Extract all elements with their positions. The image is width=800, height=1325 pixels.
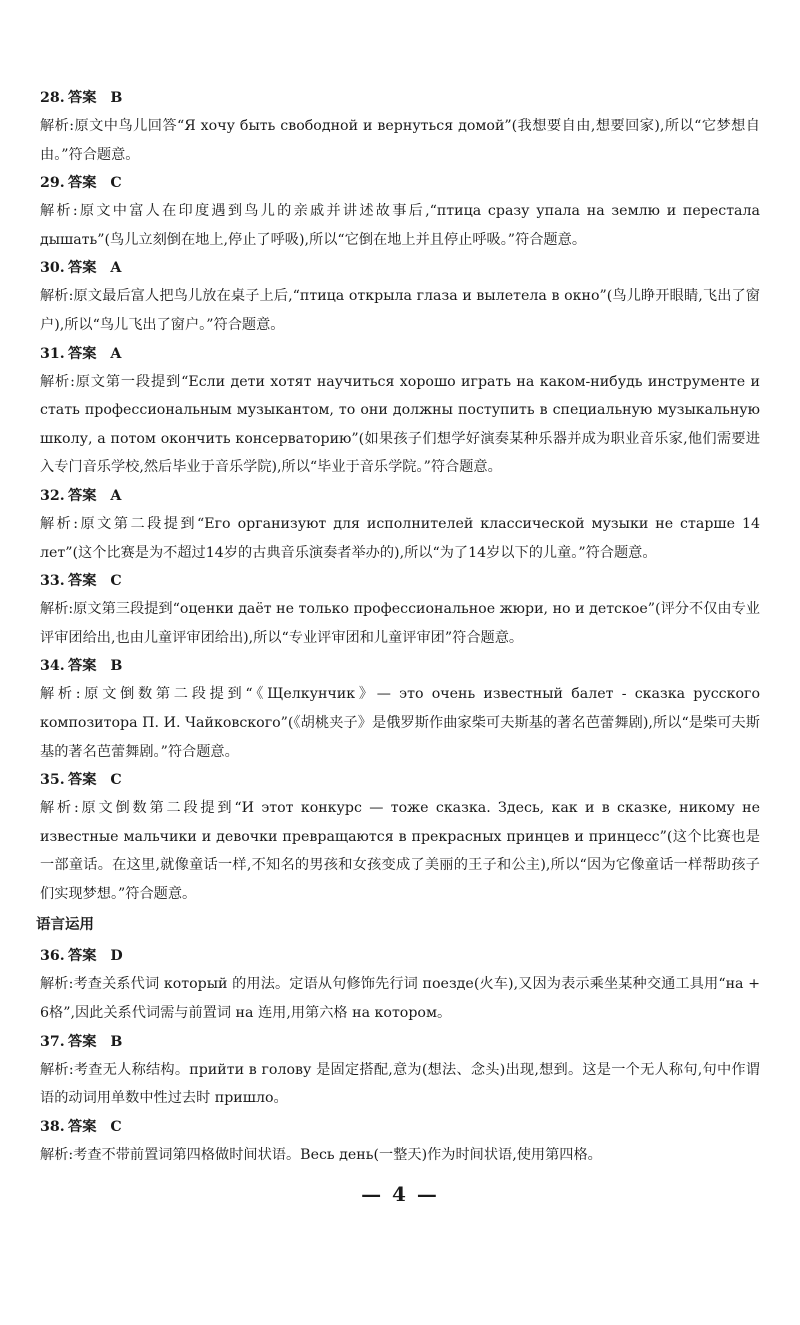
question-number: 35.	[40, 772, 65, 789]
question-number: 33.	[40, 573, 65, 590]
explanation-text: 解析:原文中鸟儿回答“Я хочу быть свободной и вернуться домой”(我想要自由,想要回家),所以“它梦想自由。”符合题意。	[40, 118, 760, 163]
explanation-text: 解析:原文倒数第二段提到“《Щелкунчик》— это очень известный балет - сказка русского композитора П. И. Чайковского”(《胡桃夹子》是俄罗斯作曲家柴可夫斯基的著名芭蕾舞剧),所以“是柴可夫斯基的著名芭蕾舞剧。”符合题意。	[40, 686, 760, 760]
answer-item-33	[40, 567, 760, 652]
answer-letter: C	[110, 1118, 122, 1135]
answer-letter: C	[110, 772, 122, 789]
answer-label: 答案	[68, 487, 97, 504]
question-number: 30.	[40, 260, 65, 277]
explanation-text: 解析:考查无人称结构。прийти в голову 是固定搭配,意为(想法、念头)出现,想到。这是一个无人称句,句中作谓语的动词用单数中性过去时 пришло。	[40, 1061, 760, 1107]
answer-label: 答案	[68, 772, 97, 789]
question-number: 36.	[40, 948, 65, 965]
answer-item-29	[40, 169, 760, 254]
question-number: 29.	[40, 175, 65, 192]
answer-letter: B	[110, 1033, 123, 1050]
answer-label: 答案	[68, 1033, 97, 1050]
answer-list-reading	[40, 84, 760, 908]
explanation-text: 解析:原文倒数第二段提到“И этот конкурс — тоже сказка. Здесь, как и в сказке, никому не известные мальчики и девочки превращаются в прекрасных принцев и принцесс”(这个比赛也是一部童话。在这里,就像童话一样,不知名的男孩和女孩变成了美丽的王子和公主),所以“因为它像童话一样帮助孩子们实现梦想。”符合题意。	[40, 800, 760, 902]
answer-label: 答案	[68, 573, 97, 590]
question-number: 37.	[40, 1033, 65, 1050]
answer-letter: A	[110, 345, 122, 362]
answer-item-30	[40, 254, 760, 339]
answer-label: 答案	[68, 175, 97, 192]
question-number: 28.	[40, 90, 65, 106]
explanation-text: 解析:考查不带前置词第四格做时间状语。Весь день(一整天)作为时间状语,使用第四格。	[40, 1146, 602, 1163]
answer-letter: A	[110, 487, 122, 504]
explanation-text: 解析:原文第二段提到“Его организуют для исполнителей классической музыки не старше 14 лет”(这个比赛是为不超过14岁的古典音乐演奏者举办的),所以“为了14岁以下的儿童。”符合题意。	[40, 515, 760, 561]
answer-letter: B	[110, 90, 123, 106]
explanation-text: 解析:原文最后富人把鸟儿放在桌子上后,“птица открыла глаза и вылетела в окно”(鸟儿睁开眼睛,飞出了窗户),所以“鸟儿飞出了窗户。”符合题意。	[40, 288, 760, 333]
explanation-text: 解析:考查关系代词 который 的用法。定语从句修饰先行词 поезде(火车),又因为表示乘坐某种交通工具用“на + 6格”,因此关系代词需与前置词 на 连用,用第六格 на котором。	[40, 976, 760, 1022]
answer-label: 答案	[68, 948, 97, 965]
answer-list-language	[40, 942, 760, 1169]
question-number: 32.	[40, 487, 65, 504]
answer-item-35	[40, 766, 760, 908]
answer-letter: B	[110, 658, 123, 675]
answer-letter: D	[110, 948, 123, 965]
explanation-text: 解析:原文中富人在印度遇到鸟儿的亲戚并讲述故事后,“птица сразу упала на землю и перестала дышать”(鸟儿立刻倒在地上,停止了呼吸),所以“它倒在地上并且停止呼吸。”符合题意。	[40, 203, 760, 248]
answer-item-37	[40, 1028, 760, 1113]
section-title: 语言运用	[36, 917, 94, 934]
answer-item-31	[40, 340, 760, 482]
answer-letter: A	[110, 260, 122, 277]
page-number: — 4 —	[361, 1182, 439, 1206]
answer-label: 答案	[68, 658, 97, 675]
question-number: 31.	[40, 345, 65, 362]
answer-label: 答案	[68, 345, 97, 362]
answer-item-28	[40, 84, 760, 169]
answer-item-34	[40, 652, 760, 766]
question-number: 34.	[40, 658, 65, 675]
explanation-text: 解析:原文第一段提到“Если дети хотят научиться хорошо играть на каком-нибудь инструменте и стать профессиональным музыкантом, то они должны поступить в специальную музыкальную школу, а потом окончить консерваторию”(如果孩子们想学好演奏某种乐器并成为职业音乐家,他们需要进入专门音乐学校,然后毕业于音乐学院),所以“毕业于音乐学院。”符合题意。	[40, 373, 760, 476]
answer-label: 答案	[68, 90, 97, 106]
answer-label: 答案	[68, 1118, 97, 1135]
answer-item-36	[40, 942, 760, 1027]
answer-letter: C	[110, 573, 122, 590]
question-number: 38.	[40, 1118, 65, 1135]
answer-item-32	[40, 482, 760, 567]
explanation-text: 解析:原文第三段提到“оценки даёт не только профессиональное жюри, но и детское”(评分不仅由专业评审团给出,也由儿童评审团给出),所以“专业评审团和儿童评审团”符合题意。	[40, 601, 760, 646]
answer-letter: C	[110, 175, 122, 192]
answer-item-38	[40, 1113, 760, 1170]
answer-label: 答案	[68, 260, 97, 277]
